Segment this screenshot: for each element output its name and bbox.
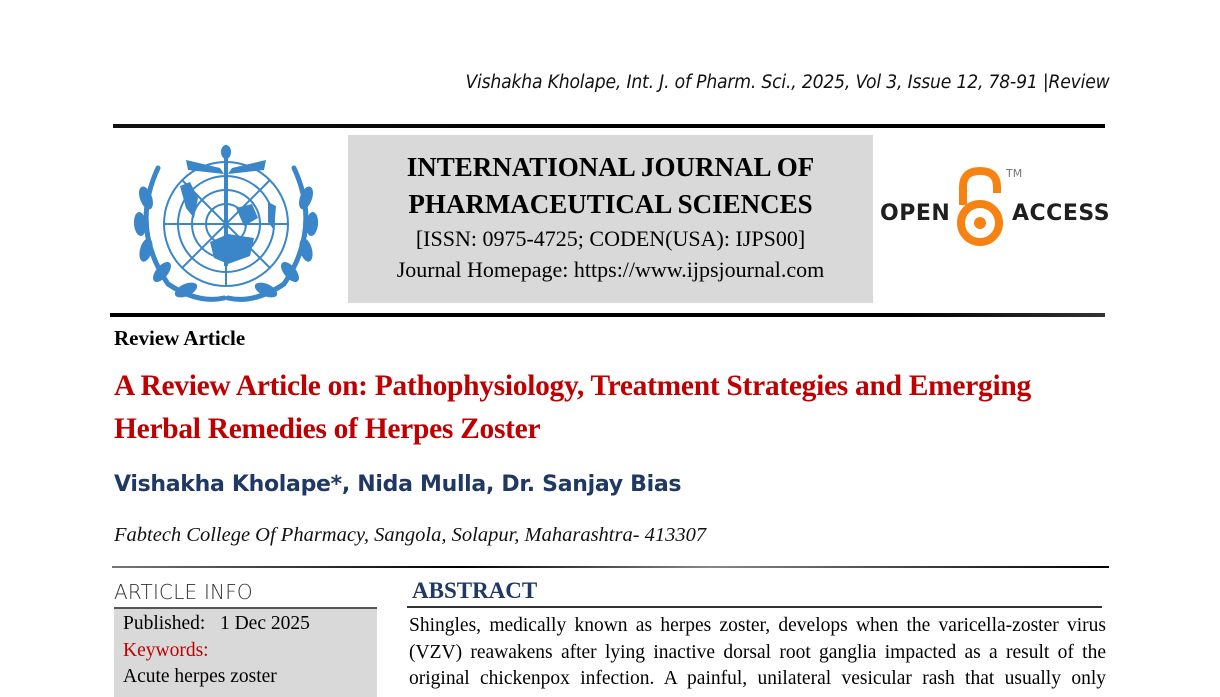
- article-info-box: [114, 607, 377, 697]
- journal-masthead-box: [348, 135, 873, 303]
- abstract-rule: [407, 606, 1102, 608]
- section-divider: [112, 566, 1109, 568]
- open-access-lock-icon: [955, 165, 1005, 249]
- journal-title: [348, 149, 873, 223]
- open-access-left-text: OPEN: [880, 201, 951, 226]
- author-affiliation: Fabtech College Of Pharmacy, Sangola, Solapur, Maharashtra- 413307: [114, 524, 707, 546]
- journal-title-line2: PHARMACEUTICAL SCIENCES: [408, 189, 813, 219]
- keywords-label: Keywords:: [123, 639, 209, 661]
- author-list: Vishakha Kholape*, Nida Mulla, Dr. Sanjay Bias: [114, 472, 682, 497]
- abstract-line: original chickenpox infection. A painful, unilateral vesicular rash that usually only: [409, 668, 1106, 689]
- abstract-text: [409, 613, 1106, 693]
- issn-line: [ISSN: 0975-4725; CODEN(USA): IJPS00]: [415, 226, 806, 251]
- masthead-top-rule: [113, 124, 1105, 128]
- abstract-heading: ABSTRACT: [412, 578, 538, 603]
- open-access-right-text: ACCESS: [1012, 201, 1111, 226]
- trademark-mark: TM: [1006, 167, 1023, 180]
- keyword-item: Acute herpes zoster: [123, 666, 277, 687]
- journal-emblem-icon: [128, 138, 324, 306]
- abstract-line: Shingles, medically known as herpes zoster, develops when the varicella-zoster virus: [409, 615, 1106, 636]
- published-value: 1 Dec 2025: [219, 613, 310, 634]
- article-info-heading: ARTICLE INFO: [114, 580, 253, 604]
- open-access-logo: [880, 163, 1110, 255]
- article-type-label: Review Article: [114, 326, 246, 350]
- journal-title-line1: INTERNATIONAL JOURNAL OF: [406, 152, 815, 182]
- article-title: A Review Article on: Pathophysiology, Treatment Strategies and Emerging Herbal Remedies of Herpes Zoster: [114, 370, 1031, 445]
- homepage-link[interactable]: Journal Homepage: https://www.ijpsjournal.com: [396, 257, 825, 282]
- published-date: [114, 611, 377, 638]
- published-label: Published:: [123, 613, 206, 634]
- masthead-bottom-rule: [110, 313, 1105, 317]
- abstract-line: (VZV) reawakens after lying inactive dorsal root ganglia impacted as a result of the: [409, 641, 1106, 663]
- running-header: Vishakha Kholape, Int. J. of Pharm. Sci., 2025, Vol 3, Issue 12, 78-91 |Review: [465, 72, 1110, 93]
